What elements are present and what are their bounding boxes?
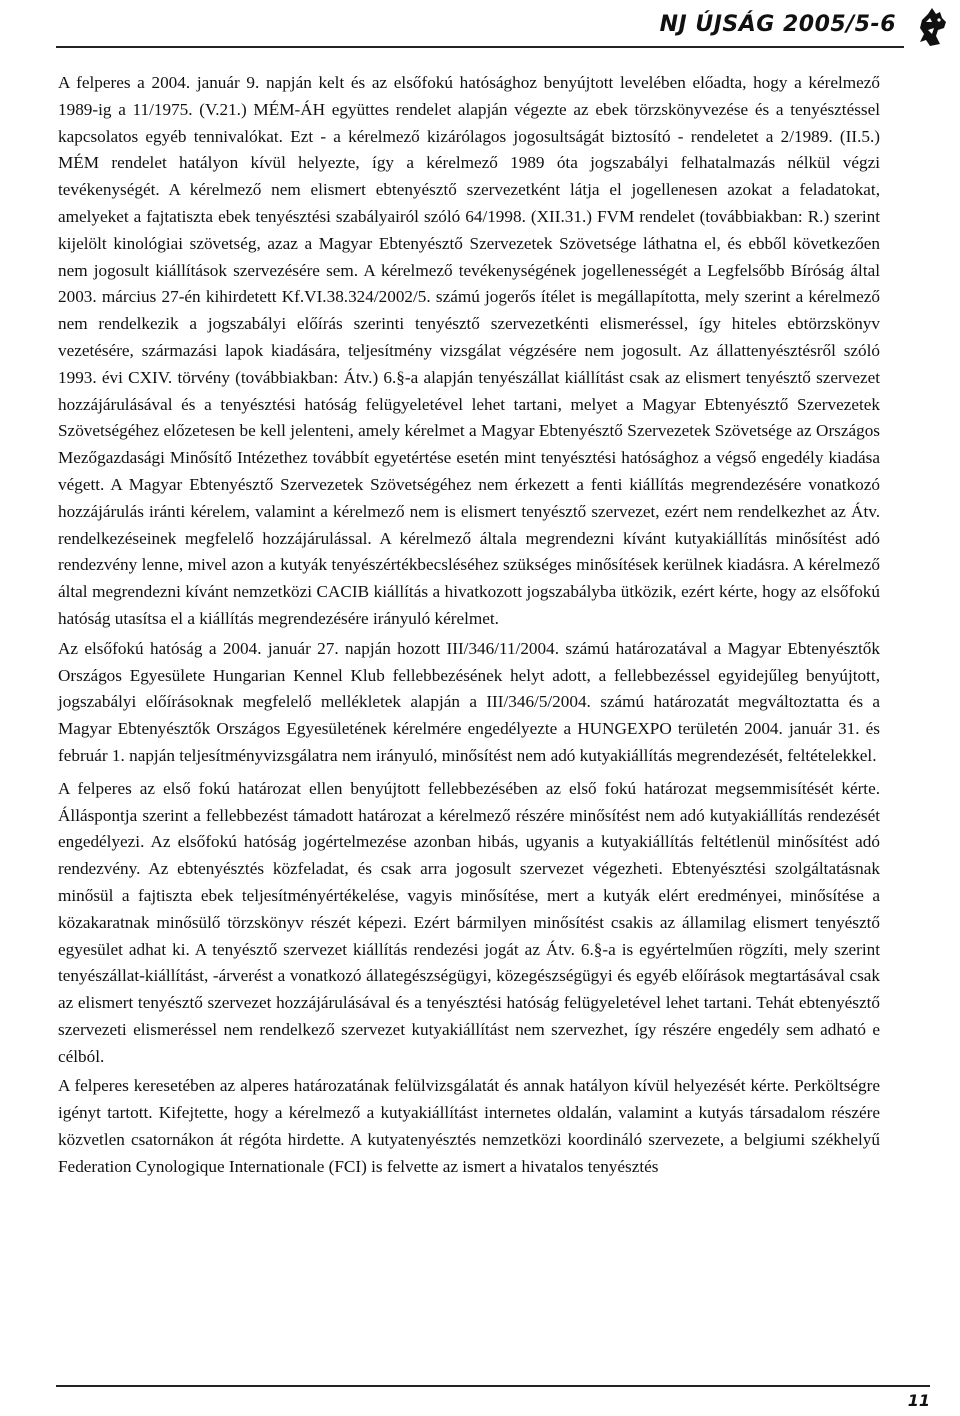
- paragraph-4: A felperes keresetében az alperes határozatának felülvizsgálatát és annak hatályon kívül helyezését kérte. Perköltségre igényt tartott. Kifejtette, hogy a kérelmező a kutyakiállítást internetes oldalán, valamint a kutyás társadalom részére közvetlen csatornákon át régóta hirdette. A kutyatenyésztés nemzetközi koordináló szervezete, a belgiumi székhelyű Federation Cynologique Internationale (FCI) is felvette az ismert a hivatalos tenyésztés: [58, 1076, 880, 1176]
- footer-divider: [56, 1385, 930, 1387]
- page-number: 11: [907, 1391, 930, 1410]
- article-body: [58, 70, 880, 1181]
- paragraph-2: Az elsőfokú hatóság a 2004. január 27. napján hozott III/346/11/2004. számú határozatával a Magyar Ebtenyésztők Országos Egyesülete Hungarian Kennel Klub fellebbezésének helyt adott, a fellebbezéssel egyidejűleg benyújtott, jogszabályi előírásoknak megfelelő mellékletek alapján a III/346/5/2004. számú határozatát megváltoztatta és a Magyar Ebtenyésztők Országos Egyesületének kérelmére engedélyezte a HUNGEXPO területén 2004. január 31. és február 1. napján teljesítményvizsgálatra nem irányuló, minősítést nem adó kutyakiállítás megrendezését, feltételekkel.: [58, 638, 880, 765]
- paragraph-1: A felperes a 2004. január 9. napján kelt és az elsőfokú hatósághoz benyújtott levelében előadta, hogy a kérelmező 1989-ig a 11/1975. (V.21.) MÉM-ÁH együttes rendelet alapján végezte az ebek törzskönyvezése és a tenyésztéssel kapcsolatos egyéb tennivalókat. Ezt - a kérelmező kizárólagos jogosultságát biztosító - rendeletet a 2/1989. (II.5.) MÉM rendelet hatályon kívül helyezte, így a kérelmező 1989 óta jogszabályi felhatalmazás nélkül végzi tevékenységét. A kérelmező nem elismert ebtenyésztő szervezetként látja el jogellenesen azokat a feladatokat, amelyeket a fajtatiszta ebek tenyésztési szabályairól szóló 64/1998. (XII.31.) FVM rendelet (továbbiakban: R.) szerint kijelölt kinológiai szövetség, azaz a Magyar Ebtenyésztő Szervezetek Szövetsége láthatna el, és ebből következően nem jogosult kiállítások szervezésére sem. A kérelmező tevékenységének jogellenességét a Legfelsőbb Bíróság által 2003. március 27-én kihirdetett Kf.VI.38.324/2002/5. számú jogerős ítélet is megállapította, mely szerint a kérelmező nem rendelkezik a jogszabályi előírás szerinti tenyésztő szervezetkénti elismeréssel, így hiteles ebtörzskönyv vezetésére, származási lapok kiadására, teljesítmény vizsgálat végzésére nem jogosult. Az állattenyésztésről szóló 1993. évi CXIV. törvény (továbbiakban: Átv.) 6.§-a alapján tenyészállat kiállítást csak az elismert tenyésztő szervezet hozzájárulásával és a tenyésztési hatóság felügyeletével lehet tartani, melyet a Magyar Ebtenyésztő Szervezetek Szövetségéhez előzetesen be kell jelenteni, amely kérelmet a Magyar Ebtenyésztő Szervezetek Szövetsége az Országos Mezőgazdasági Minősítő Intézethez továbbít egyetértése esetén mint tenyésztési hatósághoz a végső engedély kiadása végett. A Magyar Ebtenyésztő Szervezetek Szövetségéhez nem érkezett a fenti kiállítás megrendezésére vonatkozó hozzájárulás iránti kérelem, valamint a kérelmező nem is elismert tenyésztő szervezet, ezért nem rendelkezhet az Átv. rendelkezéseinek megfelelő hozzájárulással. A kérelmező általa megrendezni kívánt kutyakiállítás minősítést adó rendezvény lenne, mivel azon a kutyák tenyészértékbecsléséhez szükséges minősítések kerülnek kiadásra. A kérelmező által megrendezni kívánt nemzetközi CACIB kiállítás a hivatkozott jogszabályba ütközik, ezért kérte, hogy az elsőfokú hatóság utasítsa el a kiállítás megrendezésére irányuló kérelmet.: [58, 73, 880, 628]
- journal-title: NJ ÚJSÁG 2005/5-6: [659, 12, 896, 37]
- dog-head-icon: [906, 4, 952, 50]
- header-divider: [56, 46, 904, 48]
- paragraph-3: A felperes az első fokú határozat ellen benyújtott fellebbezésében az első fokú határozat megsemmisítését kérte. Álláspontja szerint a fellebbezést támadott határozat a kérelmező részére minősítést nem adó kutyakiállítás rendezését engedélyezi. Az elsőfokú hatóság jogértelmezése azonban hibás, ugyanis a kutyakiállítás feltétlenül minősítést adó rendezvény. Az ebtenyésztés közfeladat, és csak arra jogosult szervezet végezheti. Ebtenyésztési szolgáltatásnak minősül a fajtiszta ebek teljesítményértékelése, vagyis minősítése, mert a kutyák elért eredményei, minősítése a közakaratnak minősülő törzskönyv részét képezi. Ezért bármilyen minősítést csakis az államilag elismert tenyésztő egyesület adhat ki. A tenyésztő szervezet kiállítás rendezési jogát az Átv. 6.§-a is egyértelműen rögzíti, mely szerint tenyészállat-kiállítást, -árverést a vonatkozó állategészségügyi, közegészségügyi és egyéb előírások megtartásával csak az elismert tenyésztő szervezet hozzájárulásával és a tenyésztési hatóság felügyeletével lehet tartani. Tehát ebtenyésztő szervezeti elismeréssel nem rendelkező szervezet kutyakiállítást nem szervezhet, így részére engedély sem adható e célból.: [58, 778, 880, 1066]
